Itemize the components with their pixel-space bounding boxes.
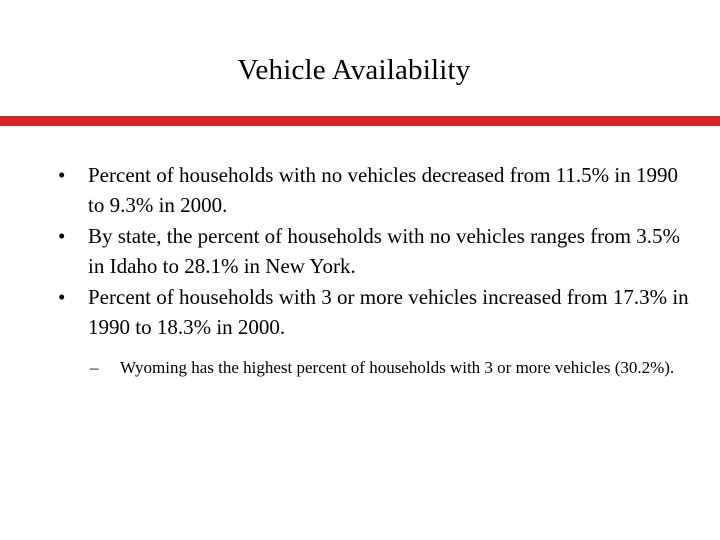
bullet-item bbox=[58, 161, 698, 220]
sub-bullet-text: Wyoming has the highest percent of households with 3 or more vehicles (30.2%). bbox=[120, 358, 675, 377]
bullet-marker: • bbox=[58, 224, 66, 248]
bullet-text: Percent of households with 3 or more vehicles increased from 17.3% in 1990 to 18.3% in 2000. bbox=[88, 285, 689, 339]
bullet-marker: • bbox=[58, 163, 66, 187]
sub-bullet-list bbox=[90, 356, 700, 380]
bullet-item bbox=[58, 283, 698, 380]
slide-title: Vehicle Availability bbox=[237, 54, 471, 86]
sub-bullet-marker: – bbox=[90, 358, 99, 377]
title-divider bbox=[0, 116, 720, 126]
bullet-text: By state, the percent of households with no vehicles ranges from 3.5% in Idaho to 28.1% in New York. bbox=[88, 224, 680, 278]
bullet-item bbox=[58, 222, 698, 281]
bullet-text: Percent of households with no vehicles decreased from 11.5% in 1990 to 9.3% in 2000. bbox=[88, 163, 678, 217]
bullet-marker: • bbox=[58, 285, 66, 309]
bullet-list bbox=[58, 161, 698, 382]
sub-bullet-item bbox=[90, 356, 700, 380]
